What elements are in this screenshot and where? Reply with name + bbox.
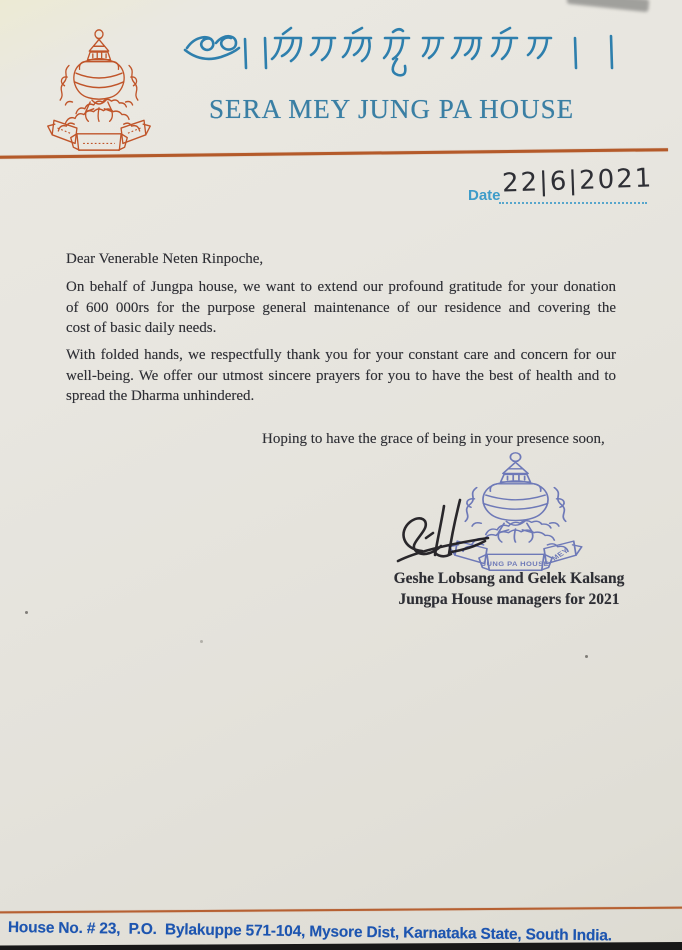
paragraph-line: cost of basic daily needs. (66, 320, 217, 337)
paragraph-1 (66, 277, 616, 339)
signatory-name-line: Geshe Lobsang and Gelek Kalsang (393, 570, 625, 587)
paragraph-2 (66, 345, 616, 407)
tibetan-script (183, 26, 635, 78)
date-label: Date (468, 187, 501, 204)
footer-address: House No. # 23, P.O. Bylakuppe 571-104, Mysore Dist, Karnataka State, South India. (7, 919, 612, 945)
scan-smudge (567, 0, 650, 12)
paper-speck (200, 640, 203, 643)
paragraph-line: spread the Dharma unhindered. (66, 388, 255, 405)
closing-line: Hoping to have the grace of being in your presence soon, (262, 431, 605, 447)
date-handwritten-value: 22|6|2021 (501, 163, 654, 199)
stamp-text-right: MEY (549, 546, 571, 563)
paragraph-line: With folded hands, we respectfully thank you for your constant care and concern for our (66, 347, 616, 363)
paper-speck (25, 611, 28, 614)
signatory-role-line: Jungpa House managers for 2021 (398, 590, 620, 608)
paper-speck (585, 655, 588, 658)
house-title: SERA MEY JUNG PA HOUSE (209, 94, 575, 124)
signatory-names (344, 569, 674, 610)
paragraph-line: On behalf of Jungpa house, we want to extend our profound gratitude for your donation (66, 279, 616, 295)
paragraph-line: of 600 000rs for the purpose general maintenance of our residence and covering the (66, 299, 616, 316)
paragraph-line: well-being. We offer our utmost sincere prayers for you to have the best of health and to (66, 367, 616, 384)
signature (390, 497, 505, 573)
letterhead-emblem-icon (46, 27, 152, 154)
footer-rule (0, 907, 682, 914)
salutation: Dear Venerable Neten Rinpoche, (66, 251, 264, 267)
stamp-text-center: JUNG PA HOUSE (481, 561, 550, 568)
